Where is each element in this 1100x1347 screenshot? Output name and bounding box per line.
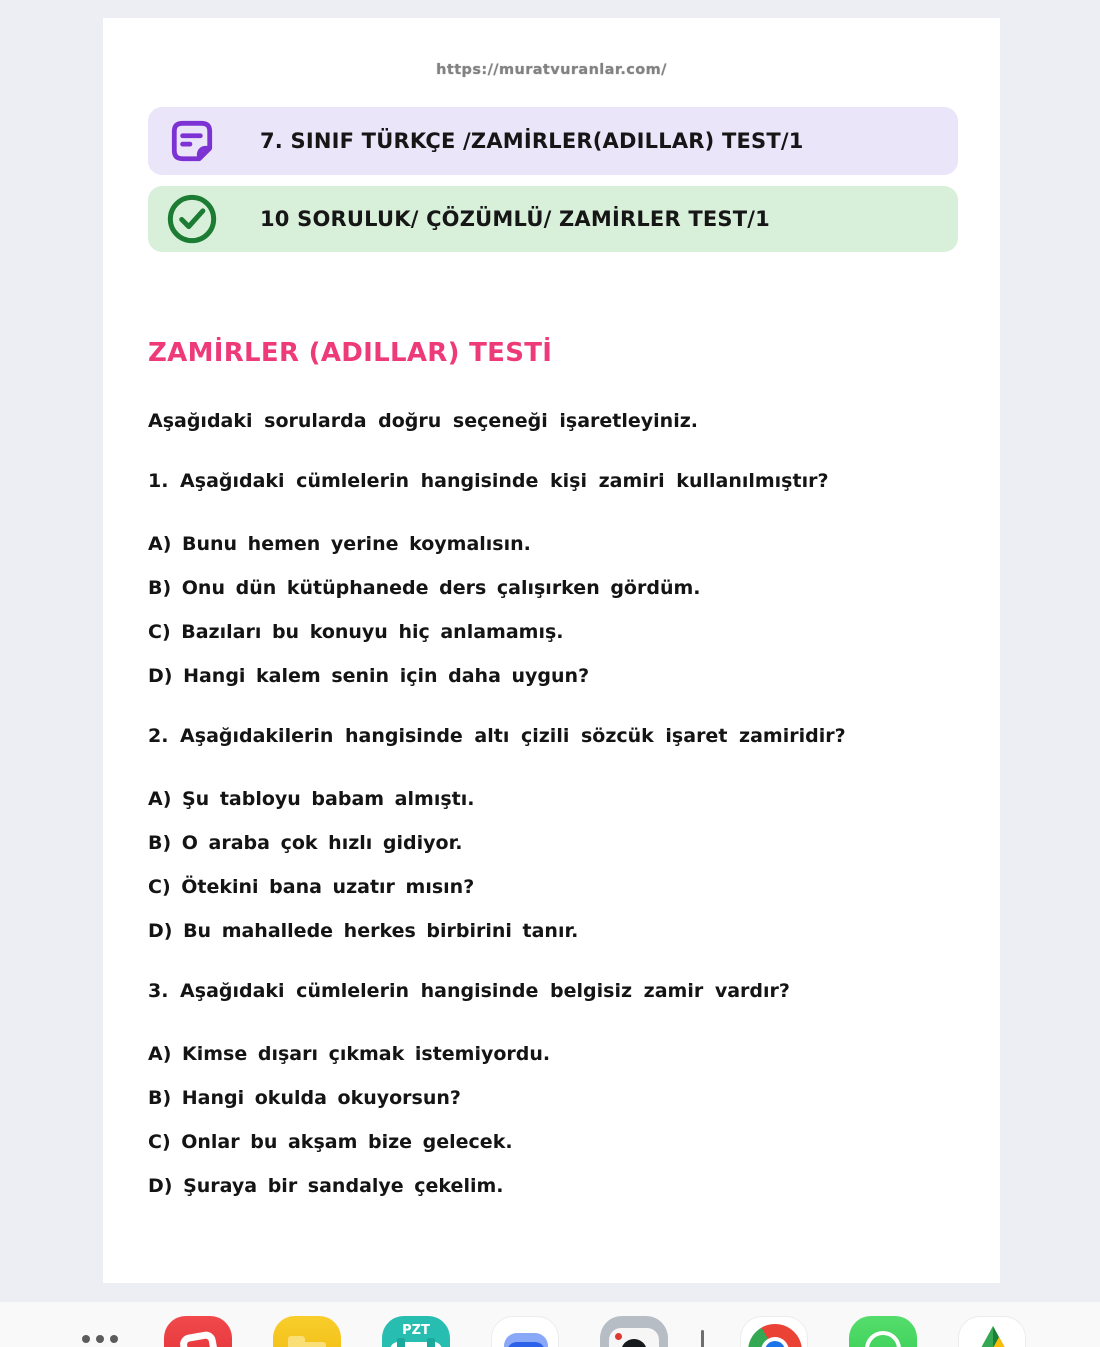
- title-banner-label: 7. SINIF TÜRKÇE /ZAMİRLER(ADILLAR) TEST/1: [260, 129, 804, 153]
- question-3-text: 3. Aşağıdaki cümlelerin hangisinde belgisiz zamir vardır?: [148, 980, 790, 1002]
- question-2-options: [148, 786, 960, 944]
- option-text: B) O araba çok hızlı gidiyor.: [148, 832, 463, 854]
- option-text: A) Bunu hemen yerine koymalısın.: [148, 533, 531, 555]
- instruction-text: Aşağıdaki sorularda doğru seçeneği işaretleyiniz.: [148, 410, 698, 432]
- watermark-url: https://muratvuranlar.com/: [436, 62, 667, 78]
- red-app-icon[interactable]: [164, 1316, 232, 1347]
- option-text: D) Bu mahallede herkes birbirini tanır.: [148, 920, 579, 942]
- files-folder-icon[interactable]: [273, 1316, 341, 1347]
- option-text: B) Onu dün kütüphanede ders çalışırken gördüm.: [148, 577, 701, 599]
- question-2-text: 2. Aşağıdakilerin hangisinde altı çizili sözcük işaret zamiridir?: [148, 725, 846, 747]
- document-page: [103, 18, 1000, 1283]
- option-text: D) Şuraya bir sandalye çekelim.: [148, 1175, 504, 1197]
- question-3-options: [148, 1041, 960, 1199]
- option-text: C) Bazıları bu konuyu hiç anlamamış.: [148, 621, 564, 643]
- option-text: C) Onlar bu akşam bize gelecek.: [148, 1131, 513, 1153]
- calendar-ring-glyph: [427, 1338, 435, 1347]
- dock: [0, 1302, 1100, 1347]
- whatsapp-icon[interactable]: [849, 1316, 917, 1347]
- blue-app-glyph: [507, 1342, 545, 1347]
- red-app-glyph: [178, 1330, 219, 1347]
- subtitle-banner-label: 10 SORULUK/ ÇÖZÜMLÜ/ ZAMİRLER TEST/1: [260, 207, 770, 231]
- calendar-day-label: PZT: [402, 1323, 430, 1338]
- check-circle-icon: [166, 193, 218, 245]
- option-text: A) Kimse dışarı çıkmak istemiyordu.: [148, 1043, 551, 1065]
- subtitle-banner: [148, 186, 958, 252]
- calendar-icon[interactable]: [382, 1316, 450, 1347]
- camera-icon[interactable]: [600, 1316, 668, 1347]
- folder-glyph: [288, 1342, 326, 1347]
- option-text: B) Hangi okulda okuyorsun?: [148, 1087, 461, 1109]
- calendar-ring-glyph: [397, 1338, 405, 1347]
- question-1-options: [148, 531, 960, 689]
- option-text: C) Ötekini bana uzatır mısın?: [148, 876, 475, 898]
- drive-icon[interactable]: [958, 1316, 1026, 1347]
- page-title: ZAMİRLER (ADILLAR) TESTİ: [148, 338, 553, 368]
- title-banner: [148, 107, 958, 175]
- camera-flash-glyph: [615, 1333, 622, 1340]
- option-text: A) Şu tabloyu babam almıştı.: [148, 788, 475, 810]
- drive-glyph: [959, 1317, 1026, 1347]
- test-content: [148, 338, 960, 1199]
- chrome-icon[interactable]: [740, 1316, 808, 1347]
- question-1-text: 1. Aşağıdaki cümlelerin hangisinde kişi zamiri kullanılmıştır?: [148, 470, 829, 492]
- note-icon: [166, 115, 218, 167]
- whatsapp-glyph: [865, 1331, 901, 1347]
- more-apps-ellipsis-icon[interactable]: [82, 1335, 118, 1343]
- dock-separator: [701, 1330, 704, 1347]
- option-text: D) Hangi kalem senin için daha uygun?: [148, 665, 590, 687]
- blue-meet-icon[interactable]: [491, 1316, 559, 1347]
